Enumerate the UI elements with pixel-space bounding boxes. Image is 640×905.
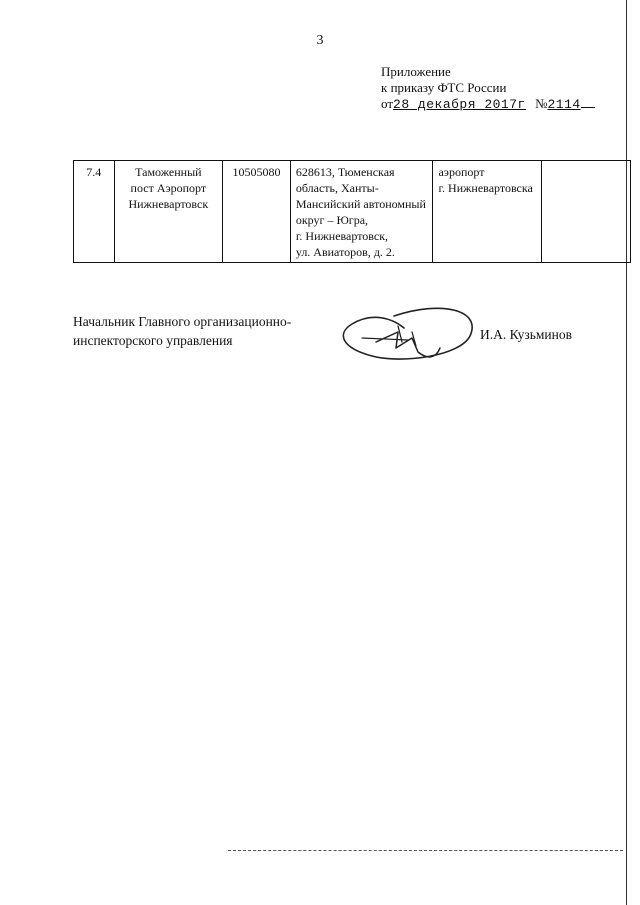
cell-extra xyxy=(542,161,631,263)
bottom-scan-rule xyxy=(228,850,623,851)
number-underline xyxy=(581,96,595,108)
table-row xyxy=(74,161,631,263)
signer-position-line2: инспекторского управления xyxy=(73,333,233,348)
cell-post-code: 10505080 xyxy=(223,161,291,263)
cell-address: 628613, Тюменская область, Ханты- Мансийский автономный округ – Югра, г. Нижневартовск, ул. Авиаторов, д. 2. xyxy=(290,161,433,263)
appendix-date-line xyxy=(381,96,621,113)
date-prefix: от xyxy=(381,96,394,111)
order-date: 28 декабря 2017г xyxy=(393,97,526,112)
appendix-header xyxy=(381,64,621,113)
signer-name: И.А. Кузьминов xyxy=(480,327,572,342)
order-number: 2114 xyxy=(547,97,581,112)
scan-edge-line xyxy=(626,0,627,905)
appendix-order-ref: к приказу ФТС России xyxy=(381,80,507,95)
page-number: 3 xyxy=(316,33,324,48)
number-prefix: № xyxy=(535,96,548,111)
cell-location: аэропорт г. Нижневартовска xyxy=(433,161,542,263)
appendix-title: Приложение xyxy=(381,64,451,79)
signer-position xyxy=(73,312,291,350)
cell-post-name: Таможенный пост Аэропорт Нижневартовск xyxy=(114,161,223,263)
cell-number: 7.4 xyxy=(74,161,115,263)
customs-posts-table xyxy=(73,160,631,263)
signer-position-line1: Начальник Главного организационно- xyxy=(73,314,292,329)
handwritten-signature-icon xyxy=(332,298,492,378)
